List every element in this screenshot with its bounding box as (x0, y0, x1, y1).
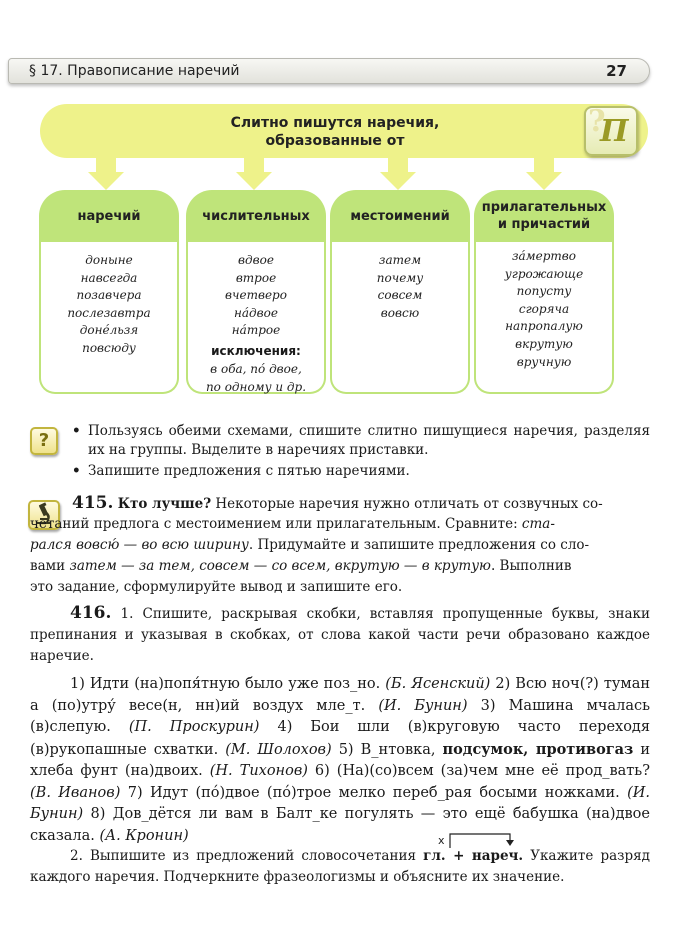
word: втрое (235, 270, 277, 285)
word-list (39, 252, 179, 358)
rule-title-line2: образованные от (265, 133, 405, 149)
word: нáдвое (234, 305, 278, 320)
question-list (72, 422, 650, 481)
text-run: Укажите разряд каждого наречия. Подчеркните фразеологизмы и объясните их значение. (30, 848, 650, 885)
sentence: 4) Бои шли (в)круговую часто переходя (в)рукопашные схватки. (30, 719, 651, 758)
column-head: местоимений (330, 190, 470, 242)
word: почему (376, 270, 424, 285)
arrow-down (236, 150, 272, 190)
word: сгоряча (518, 301, 570, 316)
rule-badge-letter: П (600, 114, 629, 149)
arrow-down (88, 150, 124, 190)
word: попусту (516, 284, 572, 299)
word: угрожающе (504, 266, 584, 281)
author: (И. Бунин) (30, 784, 650, 822)
text-run-bold: гл. + нареч. (423, 848, 524, 864)
exception: в оба, пó двое, (210, 361, 302, 376)
word: навсегда (80, 270, 138, 285)
exercise-text: 1. Спишите, раскрывая скобки, вставляя пропущенные буквы, знаки препинания и указывая в скобках, от слова какой части речи образовано каждое наречие. (30, 606, 650, 664)
text-run: . Выполнив (490, 558, 572, 574)
word: вкрутую (515, 336, 573, 351)
column-adverbs (39, 190, 179, 394)
column-head-line2: и причастий (497, 217, 591, 232)
word: послезавтра (67, 305, 151, 320)
text-run: 2. Выпишите из предложений словосочетания (70, 848, 424, 864)
column-head-line1: прилагательных (481, 200, 607, 215)
word: донéльзя (79, 323, 139, 338)
sentence: 2) Всю ноч(?) туман а (по)утру́ весе(н, нн)ий воздух мле_т. (30, 676, 651, 714)
arrow-down (526, 150, 562, 190)
rule-badge-icon (584, 106, 638, 156)
question-bullet: • Пользуясь обеими схемами, спишите слитно пишущиеся наречия, разделяя их на группы. Выделите в наречиях приставки. (72, 422, 650, 460)
exercise-415-line1 (72, 493, 650, 515)
author: (М. Шолохов) (225, 741, 332, 758)
exercise-416-task1 (30, 603, 650, 667)
author: (П. Проскурин) (128, 719, 260, 735)
word: вчетверо (225, 288, 287, 303)
word-list (474, 248, 614, 371)
word: зáмертво (511, 249, 577, 263)
sentence: 5) В_нтовка, (331, 741, 443, 758)
sentence: и хлеба фунт (на)двоих. (30, 741, 650, 779)
sentence: 1) Идти (на)попя́тную было уже поз_но. (70, 676, 386, 692)
word: доныне (85, 253, 133, 267)
exercise-lead: Кто лучше? (117, 496, 212, 512)
word: повсюду (82, 340, 136, 355)
word: вовсю (380, 305, 420, 320)
sentence-bold: подсумок, противогаз (442, 740, 634, 758)
exercise-line (30, 535, 650, 556)
page-number: 27 (606, 62, 627, 80)
exception: по одному и др. (205, 379, 307, 394)
exercise-text: Некоторые наречия нужно отличать от созвучных со- (211, 496, 603, 512)
text-run-italic: ста- (521, 516, 555, 532)
section-title: § 17. Правописание наречий (29, 63, 240, 79)
word: вручную (516, 354, 572, 369)
question-icon: ? (30, 427, 58, 455)
exceptions-label: исключения: (211, 343, 301, 358)
text-run: четаний предлога с местоимением или прилагательным. Сравните: (30, 516, 522, 532)
author: (Б. Ясенский) (385, 676, 491, 692)
rule-arrows (0, 150, 700, 195)
word-list (330, 252, 470, 322)
sentence: 6) (На)(со)всем (за)чем мне её прод_вать? (307, 763, 650, 779)
word-list (186, 252, 326, 396)
word: затем (378, 253, 422, 267)
author: (А. Кронин) (99, 827, 189, 844)
column-head: числительных (186, 190, 326, 242)
text-run: вами (30, 558, 70, 574)
exercise-number: 416. (70, 603, 112, 623)
word: позавчера (76, 288, 142, 303)
word: совсем (377, 288, 423, 303)
word: нáтрое (231, 323, 281, 338)
author: (И. Бунин) (378, 697, 468, 714)
marker-x: x (438, 834, 445, 847)
rule-badge-question: ? (588, 104, 606, 139)
arrow-down (380, 150, 416, 190)
exercise-line: это задание, сформулируйте вывод и запишите его. (30, 579, 403, 595)
column-numerals (186, 190, 326, 394)
column-pronouns (330, 190, 470, 394)
exercise-number: 415. (72, 493, 114, 513)
text-run-italic: затем — за тем, совсем — со всем, вкрутую — в крутую (69, 558, 491, 574)
word: напропалую (505, 319, 583, 334)
exercise-416-task2 (30, 846, 650, 888)
page-header (8, 58, 650, 84)
exercise-line (30, 556, 650, 577)
exercise-line (30, 514, 650, 535)
author: (Н. Тихонов) (209, 763, 308, 779)
column-head (474, 190, 614, 242)
question-bullet: • Запишите предложения с пятью наречиями. (72, 462, 650, 481)
rule-title-line1: Слитно пишутся наречия, (230, 115, 440, 131)
author: (В. Иванов) (30, 784, 121, 801)
sentence: 7) Идут (пó)двое (пó)трое мелко переб_рая босыми ножками. (120, 784, 628, 801)
exercise-416-sentences (30, 674, 650, 847)
sentence: 3) Машина мчалась (в)слепую. (30, 697, 650, 735)
word: вдвое (238, 253, 274, 267)
text-run-italic: рался вовсю́ — во всю ширину (30, 537, 249, 553)
exercise-415-body (30, 514, 650, 598)
column-head: наречий (39, 190, 179, 242)
sentence: 8) Дов_дётся ли вам в Балт_ке погулять — это ещё бабушка (на)двое сказала. (30, 806, 650, 844)
rule-title (210, 114, 460, 150)
text-run: . Придумайте и запишите предложения со сло- (248, 537, 590, 553)
column-adjectives (474, 190, 614, 394)
